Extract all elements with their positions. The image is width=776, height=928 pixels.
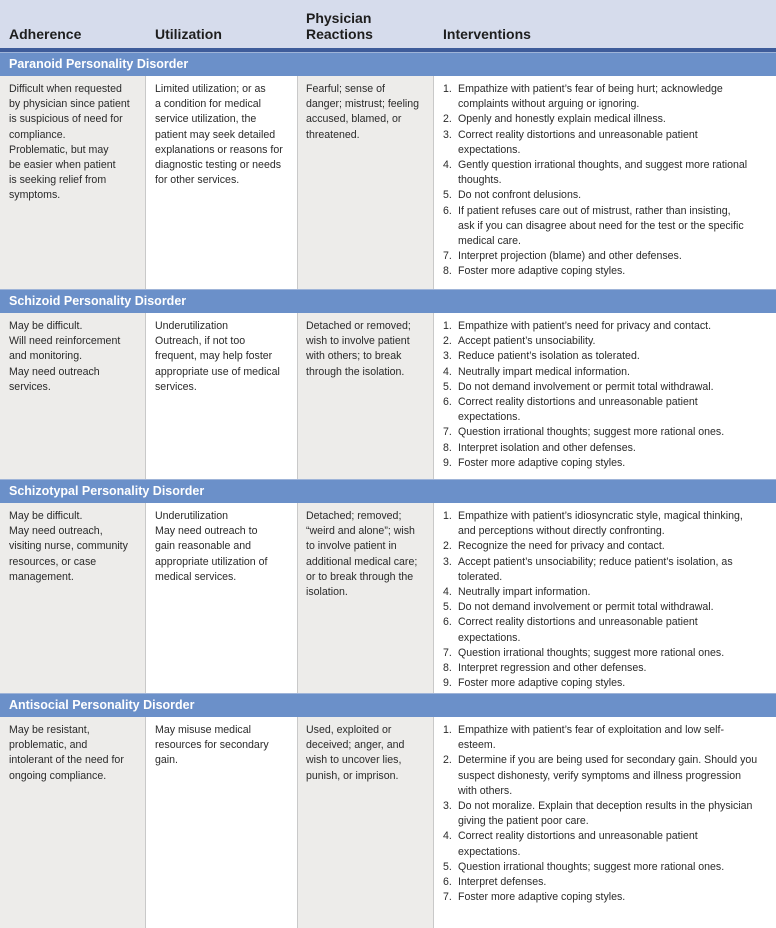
list-item — [443, 890, 770, 905]
list-item — [443, 188, 770, 203]
physician-reactions-cell-line: Used, exploited or — [306, 724, 392, 736]
intervention-line: Correct reality distortions and unreasonable patient — [458, 830, 698, 843]
physician-reactions-cell — [298, 313, 434, 479]
interventions-cell — [434, 503, 776, 693]
list-item — [443, 319, 770, 334]
utilization-cell-line: services. — [155, 380, 197, 393]
intervention-line: Recognize the need for privacy and contact. — [458, 540, 665, 553]
intervention-text — [458, 365, 770, 380]
intervention-line: If patient refuses care out of mistrust, rather than insisting, — [458, 204, 731, 217]
interventions-list — [443, 723, 770, 905]
adherence-cell-line: is suspicious of need for — [9, 113, 123, 126]
intervention-text — [458, 395, 770, 425]
adherence-cell-line: intolerant of the need for — [9, 754, 124, 767]
physician-reactions-cell-line: threatened. — [306, 128, 360, 141]
intervention-number: 7. — [443, 250, 452, 263]
intervention-text — [458, 188, 770, 203]
adherence-cell-line: compliance. — [9, 128, 66, 141]
intervention-line: Do not moralize. Explain that deception results in the physician — [458, 800, 753, 813]
adherence-cell-line: May be difficult. — [9, 510, 83, 522]
intervention-number: 6. — [443, 204, 452, 217]
physician-reactions-cell-line: wish to uncover lies, — [306, 754, 402, 767]
intervention-line: Neutrally impart medical information. — [458, 365, 630, 378]
intervention-number: 3. — [443, 555, 452, 568]
physician-reactions-cell — [298, 503, 434, 693]
list-item — [443, 365, 770, 380]
intervention-line: Do not confront delusions. — [458, 189, 582, 202]
table-row — [0, 503, 776, 693]
physician-reactions-cell-line: through the isolation. — [306, 365, 405, 378]
list-item — [443, 158, 770, 188]
list-item — [443, 753, 770, 799]
intervention-text — [458, 799, 770, 829]
intervention-text — [458, 829, 770, 859]
list-item — [443, 264, 770, 279]
utilization-cell-line: May misuse medical — [155, 724, 251, 736]
physician-reactions-cell-line: Detached; removed; — [306, 510, 402, 522]
intervention-text — [458, 585, 770, 600]
utilization-cell — [146, 717, 298, 928]
intervention-text — [458, 539, 770, 554]
list-item — [443, 875, 770, 890]
adherence-cell-line: and monitoring. — [9, 350, 83, 363]
utilization-cell-line: patient may seek detailed — [155, 128, 276, 141]
physician-reactions-cell-line: accused, blamed, or — [306, 113, 402, 126]
intervention-number: 9. — [443, 677, 452, 690]
intervention-line: complaints without arguing or ignoring. — [458, 98, 640, 111]
list-item — [443, 615, 770, 645]
intervention-text — [458, 249, 770, 264]
intervention-number: 4. — [443, 365, 452, 378]
header-physician-reactions-line: Physician — [306, 10, 372, 26]
intervention-line: Empathize with patient’s fear of being hurt; acknowledge — [458, 83, 723, 95]
intervention-line: expectations. — [458, 845, 521, 858]
table-row — [0, 717, 776, 928]
section-title: Antisocial Personality Disorder — [0, 693, 776, 717]
intervention-text — [458, 441, 770, 456]
list-item — [443, 128, 770, 158]
physician-reactions-cell-line: “weird and alone”; wish — [306, 525, 415, 538]
header-interventions: Interventions — [443, 26, 531, 42]
intervention-line: tolerated. — [458, 570, 503, 583]
list-item — [443, 860, 770, 875]
intervention-text — [458, 82, 770, 112]
intervention-number: 2. — [443, 540, 452, 553]
intervention-text — [458, 646, 770, 661]
physician-reactions-cell-line: Detached or removed; — [306, 320, 411, 332]
adherence-cell-line: Difficult when requested — [9, 83, 122, 95]
utilization-cell-line: for other services. — [155, 174, 240, 187]
intervention-text — [458, 425, 770, 440]
adherence-cell-line: symptoms. — [9, 189, 61, 202]
table-body — [0, 52, 776, 928]
list-item — [443, 456, 770, 471]
intervention-line: Do not demand involvement or permit total withdrawal. — [458, 601, 714, 614]
physician-reactions-cell-line: additional medical care; — [306, 555, 418, 568]
list-item — [443, 646, 770, 661]
utilization-cell — [146, 76, 298, 289]
physician-reactions-cell-line: with others; to break — [306, 350, 402, 363]
intervention-line: expectations. — [458, 411, 521, 424]
utilization-cell-line: Outreach, if not too — [155, 335, 246, 348]
adherence-cell — [0, 313, 146, 479]
adherence-cell-line: problematic, and — [9, 739, 88, 752]
intervention-number: 8. — [443, 441, 452, 454]
physician-reactions-cell-line: punish, or imprison. — [306, 769, 399, 782]
utilization-cell-line: explanations or reasons for — [155, 143, 283, 156]
intervention-line: Foster more adaptive coping styles. — [458, 677, 626, 690]
list-item — [443, 829, 770, 859]
intervention-line: Openly and honestly explain medical illness. — [458, 113, 666, 126]
list-item — [443, 600, 770, 615]
interventions-cell — [434, 76, 776, 289]
intervention-number: 8. — [443, 265, 452, 278]
intervention-line: Correct reality distortions and unreasonable patient — [458, 396, 698, 409]
intervention-line: with others. — [458, 784, 513, 797]
utilization-cell-line: a condition for medical — [155, 98, 261, 111]
intervention-line: Question irrational thoughts; suggest more rational ones. — [458, 646, 725, 659]
table-header — [0, 0, 776, 52]
intervention-text — [458, 890, 770, 905]
intervention-line: Interpret projection (blame) and other defenses. — [458, 250, 682, 263]
list-item — [443, 204, 770, 250]
intervention-line: suspect dishonesty, verify symptoms and illness progression — [458, 769, 742, 782]
intervention-text — [458, 334, 770, 349]
list-item — [443, 349, 770, 364]
intervention-text — [458, 456, 770, 471]
adherence-cell-line: is seeking relief from — [9, 174, 107, 187]
intervention-number: 6. — [443, 616, 452, 629]
adherence-cell-line: May need outreach — [9, 365, 100, 378]
intervention-line: Question irrational thoughts; suggest more rational ones. — [458, 860, 725, 873]
intervention-line: Interpret defenses. — [458, 876, 547, 889]
intervention-number: 6. — [443, 876, 452, 889]
utilization-cell-line: appropriate utilization of — [155, 555, 268, 568]
adherence-cell-line: resources, or case — [9, 555, 97, 568]
intervention-text — [458, 615, 770, 645]
intervention-text — [458, 860, 770, 875]
intervention-text — [458, 158, 770, 188]
intervention-line: Interpret regression and other defenses. — [458, 662, 647, 675]
intervention-number: 9. — [443, 456, 452, 469]
intervention-text — [458, 264, 770, 279]
physician-reactions-cell-line: isolation. — [306, 586, 348, 599]
intervention-number: 5. — [443, 601, 452, 614]
adherence-cell-line: management. — [9, 570, 74, 583]
intervention-line: Correct reality distortions and unreasonable patient — [458, 128, 698, 141]
list-item — [443, 441, 770, 456]
intervention-number: 3. — [443, 350, 452, 363]
intervention-text — [458, 380, 770, 395]
utilization-cell-line: Limited utilization; or as — [155, 83, 266, 95]
intervention-text — [458, 753, 770, 799]
adherence-cell-line: visiting nurse, community — [9, 540, 128, 553]
list-item — [443, 661, 770, 676]
adherence-cell-line: Will need reinforcement — [9, 335, 121, 348]
utilization-cell-line: May need outreach to — [155, 525, 258, 538]
intervention-text — [458, 128, 770, 158]
utilization-cell-line: service utilization, the — [155, 113, 257, 126]
intervention-line: Determine if you are being used for secondary gain. Should you — [458, 754, 758, 767]
list-item — [443, 425, 770, 440]
utilization-cell-line: medical services. — [155, 570, 237, 583]
intervention-text — [458, 319, 770, 334]
header-physician-reactions-line: Reactions — [306, 26, 373, 42]
intervention-number: 5. — [443, 189, 452, 202]
intervention-number: 1. — [443, 724, 452, 736]
intervention-number: 2. — [443, 335, 452, 348]
intervention-line: esteem. — [458, 739, 496, 752]
intervention-number: 7. — [443, 426, 452, 439]
intervention-line: Accept patient’s unsociability; reduce patient’s isolation, as — [458, 555, 733, 568]
adherence-cell-line: ongoing compliance. — [9, 769, 107, 782]
intervention-line: expectations. — [458, 631, 521, 644]
intervention-number: 5. — [443, 860, 452, 873]
utilization-cell — [146, 503, 298, 693]
adherence-cell — [0, 503, 146, 693]
utilization-cell-line: frequent, may help foster — [155, 350, 273, 363]
adherence-cell-line: Problematic, but may — [9, 143, 109, 156]
intervention-number: 6. — [443, 396, 452, 409]
list-item — [443, 380, 770, 395]
adherence-cell — [0, 717, 146, 928]
intervention-number: 1. — [443, 83, 452, 95]
intervention-line: and perceptions without directly confronting. — [458, 525, 665, 538]
utilization-cell-line: appropriate use of medical — [155, 365, 280, 378]
intervention-number: 3. — [443, 800, 452, 813]
intervention-line: Question irrational thoughts; suggest more rational ones. — [458, 426, 725, 439]
utilization-cell-line: Underutilization — [155, 510, 229, 522]
intervention-number: 1. — [443, 510, 452, 522]
intervention-text — [458, 112, 770, 127]
utilization-cell — [146, 313, 298, 479]
intervention-number: 4. — [443, 586, 452, 599]
section-title: Paranoid Personality Disorder — [0, 52, 776, 76]
interventions-list — [443, 82, 770, 280]
interventions-list — [443, 319, 770, 471]
intervention-text — [458, 600, 770, 615]
intervention-line: ask if you can disagree about need for the test or the specific — [458, 219, 744, 232]
intervention-line: Foster more adaptive coping styles. — [458, 456, 626, 469]
intervention-line: Accept patient’s unsociability. — [458, 335, 596, 348]
list-item — [443, 334, 770, 349]
intervention-number: 4. — [443, 830, 452, 843]
intervention-text — [458, 723, 770, 753]
intervention-number: 7. — [443, 891, 452, 904]
utilization-cell-line: resources for secondary — [155, 739, 269, 752]
header-adherence: Adherence — [9, 26, 82, 42]
header-physician-reactions — [298, 10, 434, 48]
intervention-text — [458, 349, 770, 364]
intervention-text — [458, 509, 770, 539]
adherence-cell-line: by physician since patient — [9, 98, 130, 111]
list-item — [443, 799, 770, 829]
intervention-number: 7. — [443, 646, 452, 659]
physician-reactions-cell-line: wish to involve patient — [306, 335, 410, 348]
table-row — [0, 76, 776, 289]
physician-reactions-cell-line: deceived; anger, and — [306, 739, 405, 752]
adherence-cell-line: May be resistant, — [9, 724, 90, 736]
list-item — [443, 676, 770, 691]
intervention-line: Neutrally impart information. — [458, 586, 591, 599]
physician-reactions-cell — [298, 76, 434, 289]
intervention-line: Empathize with patient’s fear of exploitation and low self- — [458, 724, 724, 736]
list-item — [443, 585, 770, 600]
interventions-list — [443, 509, 770, 691]
adherence-cell-line: services. — [9, 380, 51, 393]
utilization-cell-line: Underutilization — [155, 320, 229, 332]
intervention-line: Do not demand involvement or permit total withdrawal. — [458, 380, 714, 393]
intervention-line: Correct reality distortions and unreasonable patient — [458, 616, 698, 629]
utilization-cell-line: diagnostic testing or needs — [155, 159, 282, 172]
list-item — [443, 395, 770, 425]
physician-reactions-cell-line: to involve patient in — [306, 540, 397, 553]
intervention-number: 8. — [443, 662, 452, 675]
physician-reactions-cell-line: danger; mistrust; feeling — [306, 98, 420, 111]
intervention-line: Interpret isolation and other defenses. — [458, 441, 636, 454]
intervention-text — [458, 676, 770, 691]
intervention-text — [458, 555, 770, 585]
intervention-text — [458, 204, 770, 250]
list-item — [443, 539, 770, 554]
utilization-cell-line: gain reasonable and — [155, 540, 252, 553]
intervention-line: Reduce patient’s isolation as tolerated. — [458, 350, 640, 363]
section-title: Schizotypal Personality Disorder — [0, 479, 776, 503]
intervention-line: Foster more adaptive coping styles. — [458, 891, 626, 904]
list-item — [443, 555, 770, 585]
intervention-number: 2. — [443, 113, 452, 126]
intervention-line: Gently question irrational thoughts, and suggest more rational — [458, 159, 748, 172]
physician-reactions-cell-line: Fearful; sense of — [306, 83, 385, 95]
intervention-line: expectations. — [458, 143, 521, 156]
intervention-line: giving the patient poor care. — [458, 815, 589, 828]
adherence-cell-line: May be difficult. — [9, 320, 83, 332]
interventions-cell — [434, 717, 776, 928]
intervention-number: 2. — [443, 754, 452, 767]
intervention-line: medical care. — [458, 235, 521, 248]
intervention-number: 3. — [443, 128, 452, 141]
list-item — [443, 723, 770, 753]
intervention-text — [458, 661, 770, 676]
physician-reactions-cell — [298, 717, 434, 928]
adherence-cell-line: be easier when patient — [9, 159, 116, 172]
interventions-cell — [434, 313, 776, 479]
header-utilization: Utilization — [155, 26, 222, 42]
physician-reactions-cell-line: or to break through the — [306, 570, 414, 583]
list-item — [443, 112, 770, 127]
utilization-cell-line: gain. — [155, 754, 178, 767]
adherence-cell-line: May need outreach, — [9, 525, 103, 538]
adherence-cell — [0, 76, 146, 289]
intervention-line: Foster more adaptive coping styles. — [458, 265, 626, 278]
intervention-number: 1. — [443, 320, 452, 332]
intervention-text — [458, 875, 770, 890]
list-item — [443, 509, 770, 539]
section-title: Schizoid Personality Disorder — [0, 289, 776, 313]
intervention-number: 4. — [443, 159, 452, 172]
intervention-line: Empathize with patient’s idiosyncratic style, magical thinking, — [458, 510, 743, 522]
list-item — [443, 249, 770, 264]
intervention-line: thoughts. — [458, 174, 502, 187]
intervention-number: 5. — [443, 380, 452, 393]
intervention-line: Empathize with patient’s need for privacy and contact. — [458, 320, 712, 332]
table-row — [0, 313, 776, 479]
list-item — [443, 82, 770, 112]
